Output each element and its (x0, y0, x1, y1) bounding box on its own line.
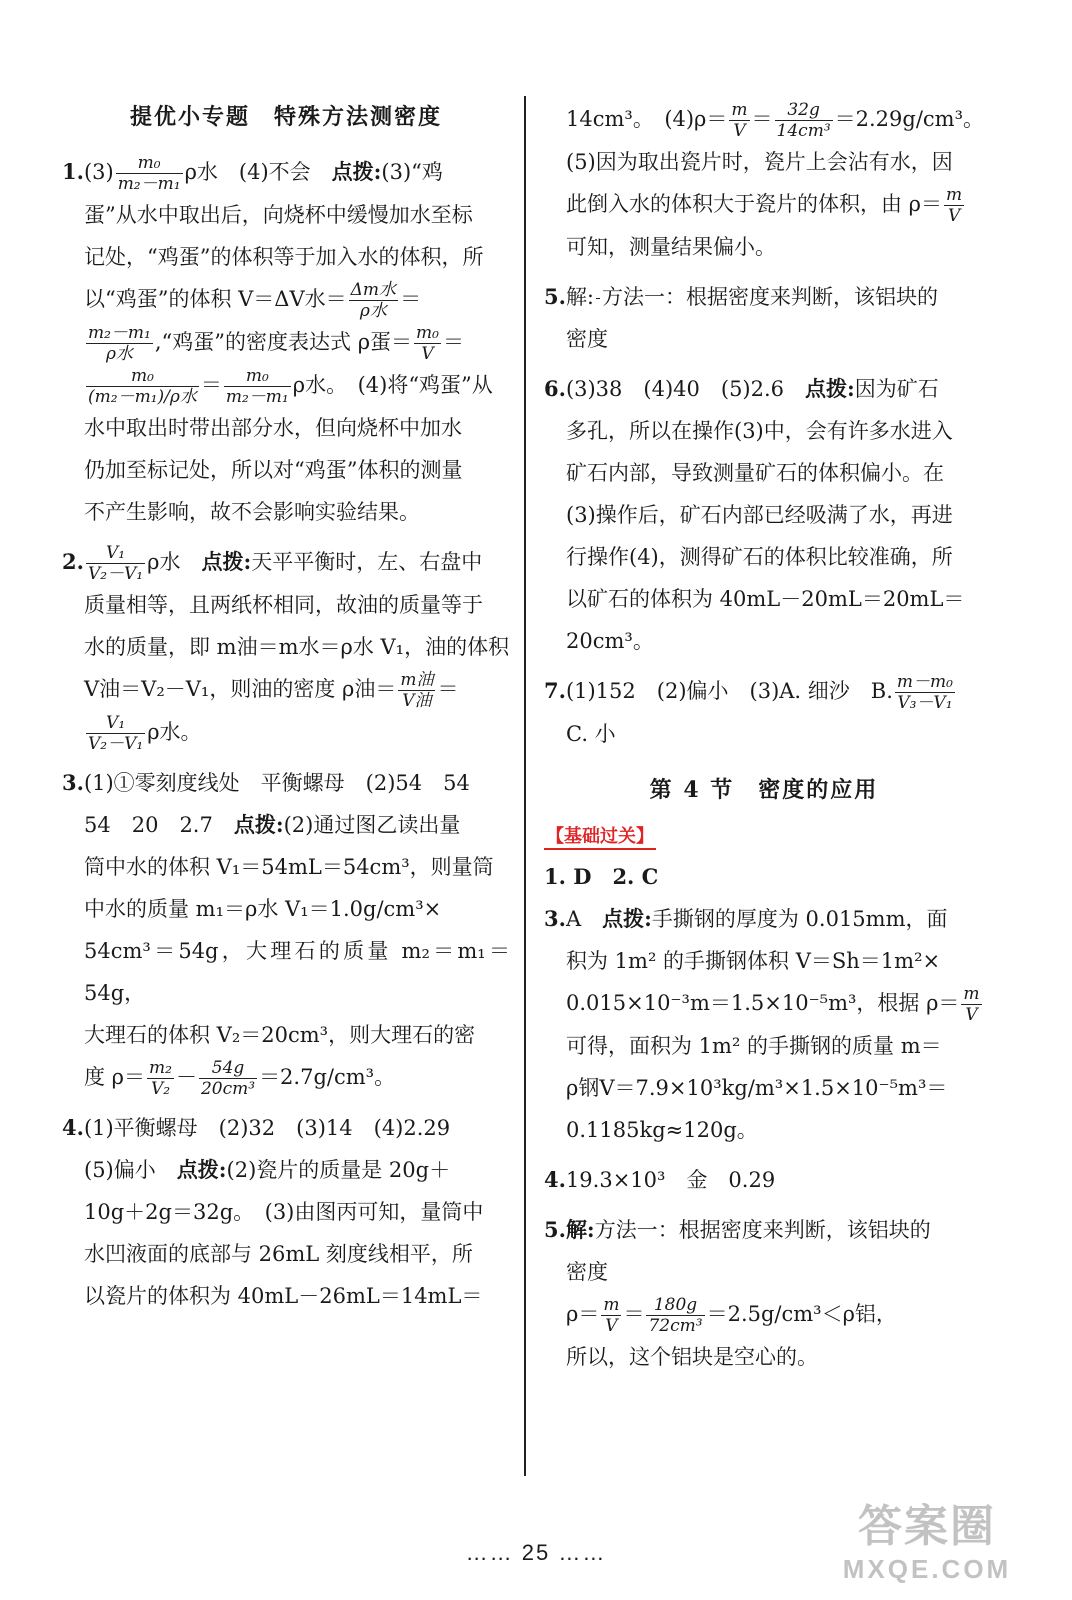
fraction: $\frac{\text{m油}}{\text{V油}}$ (400, 670, 434, 711)
text-line: 水中取出时带出部分水，但向烧杯中加水 (84, 416, 462, 440)
text: (1)152 (2)偏小 (3)A. 细沙 B. (565, 679, 893, 703)
text-line: 以瓷片的体积为 40mL－26mL＝14mL＝ (84, 1284, 483, 1308)
fraction: $\frac{\text{m₀}}{V}$ (416, 323, 439, 364)
text: (1)①零刻度线处 平衡螺母 (2)54 54 (83, 771, 470, 795)
text-line: 蛋”从水中取出后，向烧杯中缓慢加水至标 (84, 203, 473, 227)
text-line: 中水的质量 m₁＝ρ水 V₁＝1.0g/cm³× (84, 897, 442, 921)
fraction: $\frac{\text{m－m₀}}{\text{V₃－V₁}}$ (896, 672, 953, 713)
solution-label: 解: (565, 1217, 595, 1242)
text: (1)平衡螺母 (2)32 (3)14 (4)2.29 (83, 1116, 451, 1140)
text-line: 54cm³＝54g，大理石的质量 m₂＝m₁＝54g， (84, 939, 510, 1005)
text-line: 密度 (566, 1260, 608, 1284)
text-line: 不产生影响，故不会影响实验结果。 (84, 500, 420, 524)
watermark-text: 答案圈 (858, 1502, 996, 1551)
question-number: 5. (544, 284, 566, 309)
watermark-logo (822, 1490, 1032, 1590)
hint-label: 点拨: (331, 159, 382, 184)
text: ＝2.29g/cm³。 (834, 107, 985, 131)
question-5b (544, 1209, 984, 1378)
text-line: 筒中水的体积 V₁＝54mL＝54cm³，则量筒 (84, 855, 494, 879)
right-column (544, 98, 984, 1386)
fraction: $\frac{\text{m₀}}{\text{m₂－m₁}}$ (117, 153, 181, 194)
question-3b (544, 898, 984, 1151)
fraction: $\frac{\text{Δm水}}{\text{ρ水}}$ (350, 280, 397, 321)
fraction: $\frac{\text{V₁}}{\text{V₂－V₁}}$ (88, 713, 144, 754)
text: (2)通过图乙读出量 (283, 813, 461, 837)
text-line: 行操作(4)，测得矿石的体积比较准确，所 (566, 545, 953, 569)
text: ,“鸡蛋”的密度表达式 ρ蛋＝ (154, 330, 413, 354)
text-line: 以矿石的体积为 40mL－20mL＝20mL＝ (566, 587, 965, 611)
question-3 (62, 762, 510, 1099)
text: 14cm³。 (4)ρ＝ (566, 107, 728, 131)
text: ρ＝ (566, 1302, 600, 1326)
text: － (175, 1065, 197, 1089)
hint-label: 点拨: (201, 549, 252, 574)
text: 天平平衡时，左、右盘中 (251, 550, 483, 574)
question-number: 7. (544, 678, 566, 703)
text: ＝ (437, 677, 459, 701)
fraction: $\frac{\text{m₀}}{\text{(m₂－m₁)/ρ水}}$ (88, 366, 197, 407)
section-title: 第 4 节 密度的应用 (649, 777, 879, 803)
text: 此倒入水的体积大于瓷片的体积，由 ρ＝ (566, 192, 943, 216)
text: (2)瓷片的质量是 20g＋ (226, 1158, 451, 1182)
answers-1-2: 1. D 2. C (544, 864, 659, 889)
text: (3)“鸡 (381, 160, 443, 184)
fraction: $\frac{m}{V}$ (963, 984, 980, 1025)
text: ρ水 (147, 550, 181, 574)
text: 0.015×10⁻³m＝1.5×10⁻⁵m³，根据 ρ＝ (566, 991, 960, 1015)
text: ＝ (751, 107, 773, 131)
text: (3) (83, 160, 114, 184)
text-line: C. 小 (566, 722, 616, 746)
section-title: 提优小专题 特殊方法测密度 (129, 104, 442, 130)
hint-label: 点拨: (233, 812, 284, 837)
question-number: 4. (62, 1115, 84, 1140)
text-line: 大理石的体积 V₂＝20cm³，则大理石的密 (84, 1023, 476, 1047)
question-1 (62, 151, 510, 533)
question-7 (544, 670, 984, 755)
fraction: $\frac{32g}{\text{14cm³}}$ (776, 100, 831, 141)
page-number: …… 25 …… (465, 1540, 607, 1565)
fraction: $\frac{m}{V}$ (603, 1295, 620, 1336)
text: (3)38 (4)40 (5)2.6 (565, 377, 806, 401)
question-number: 1. (62, 159, 84, 184)
text-line: 矿石内部，导致测量矿石的体积偏小。在 (566, 461, 944, 485)
text: (5)偏小 (84, 1158, 177, 1182)
text-line: 密度 (566, 327, 608, 351)
text-line: 0.1185kg≈120g。 (566, 1118, 758, 1142)
text-line: (3)操作后，矿石内部已经吸满了水，再进 (566, 503, 953, 527)
text: 手撕钢的厚度为 0.015mm，面 (651, 907, 948, 931)
question-4 (62, 1107, 510, 1317)
question-number: 2. (62, 549, 84, 574)
question-number: 4. (544, 1167, 566, 1192)
text-line: 所以，这个铝块是空心的。 (566, 1345, 818, 1369)
question-number: 3. (62, 770, 84, 795)
section-tag: 【基础过关】 (544, 822, 656, 850)
fraction: $\frac{\text{m₀}}{\text{m₂－m₁}}$ (225, 366, 289, 407)
text: 度 ρ＝ (84, 1065, 146, 1089)
fraction: $\frac{180g}{\text{72cm³}}$ (648, 1295, 703, 1336)
text-line: (5)因为取出瓷片时，瓷片上会沾有水，因 (566, 150, 953, 174)
text-line: 水凹液面的底部与 26mL 刻度线相平，所 (84, 1242, 473, 1266)
text-line: 水的质量，即 m油＝m水＝ρ水 V₁，油的体积 (84, 635, 510, 659)
text-line: 可知，测量结果偏小。 (566, 235, 776, 259)
fraction: $\frac{\text{V₁}}{\text{V₂－V₁}}$ (87, 543, 144, 584)
text: 解: (565, 285, 595, 309)
text: 因为矿石 (854, 377, 939, 401)
question-number: 3. (544, 906, 566, 931)
question-4b (544, 1159, 984, 1201)
text-line: 仍加至标记处，所以对“鸡蛋”体积的测量 (84, 458, 463, 482)
text: A (565, 907, 603, 931)
question-4-continued (544, 98, 984, 268)
text: ＝2.5g/cm³＜ρ铝， (706, 1302, 897, 1326)
hint-label: 点拨: (602, 906, 652, 931)
fraction: $\frac{\text{m₂－m₁}}{\text{ρ水}}$ (88, 323, 151, 364)
text: V油＝V₂－V₁，则油的密度 ρ油＝ (84, 677, 397, 701)
question-2 (62, 541, 510, 754)
text-line: 可得，面积为 1m² 的手撕钢的质量 m＝ (566, 1034, 942, 1058)
text: 54 20 2.7 (84, 813, 234, 837)
text-line: 积为 1m² 的手撕钢体积 V＝Sh＝1m²× (566, 949, 941, 973)
fraction: $\frac{\text{m₂}}{\text{V₂}}$ (149, 1058, 172, 1099)
left-column (62, 92, 510, 1325)
fraction: $\frac{54g}{\text{20cm³}}$ (200, 1058, 256, 1099)
text: ＝ (200, 373, 222, 397)
text-line: 10g＋2g＝32g。 (3)由图丙可知，量筒中 (84, 1200, 484, 1224)
hint-label: 点拨: (805, 376, 855, 401)
text: ρ水。 (4)将“鸡蛋”从 (292, 373, 493, 397)
question-6 (544, 368, 984, 662)
text: ＝ (442, 330, 464, 354)
text: ＝ (623, 1302, 645, 1326)
text-line: ρ钢V＝7.9×10³kg/m³×1.5×10⁻⁵m³＝ (566, 1076, 948, 1100)
column-divider (524, 96, 526, 1476)
text: ρ水 (4)不会 (184, 160, 311, 184)
text: ＝2.7g/cm³。 (259, 1065, 396, 1089)
text: ＝ (400, 287, 422, 311)
text-line: 20cm³。 (566, 629, 654, 653)
text-line: 质量相等，且两纸杯相同，故油的质量等于 (84, 593, 483, 617)
text-line: 多孔，所以在操作(3)中，会有许多水进入 (566, 419, 953, 443)
question-5 (544, 276, 984, 360)
watermark-url: MXQE.COM (842, 1554, 1012, 1584)
text: 以“鸡蛋”的体积 V＝ΔV水＝ (84, 287, 347, 311)
fraction: $\frac{m}{V}$ (946, 185, 963, 226)
text-line: 记处，“鸡蛋”的体积等于加入水的体积，所 (84, 245, 484, 269)
text: 方法一：根据密度来判断，该铝块的 (594, 1218, 931, 1242)
fraction (596, 298, 600, 299)
question-number: 6. (544, 376, 566, 401)
hint-label: 点拨: (176, 1157, 227, 1182)
text: 方法一：根据密度来判断，该铝块的 (602, 285, 939, 309)
text: 19.3×10³ 金 0.29 (565, 1168, 776, 1192)
question-number: 5. (544, 1217, 566, 1242)
fraction: $\frac{m}{V}$ (731, 100, 748, 141)
text: ρ水。 (147, 720, 202, 744)
